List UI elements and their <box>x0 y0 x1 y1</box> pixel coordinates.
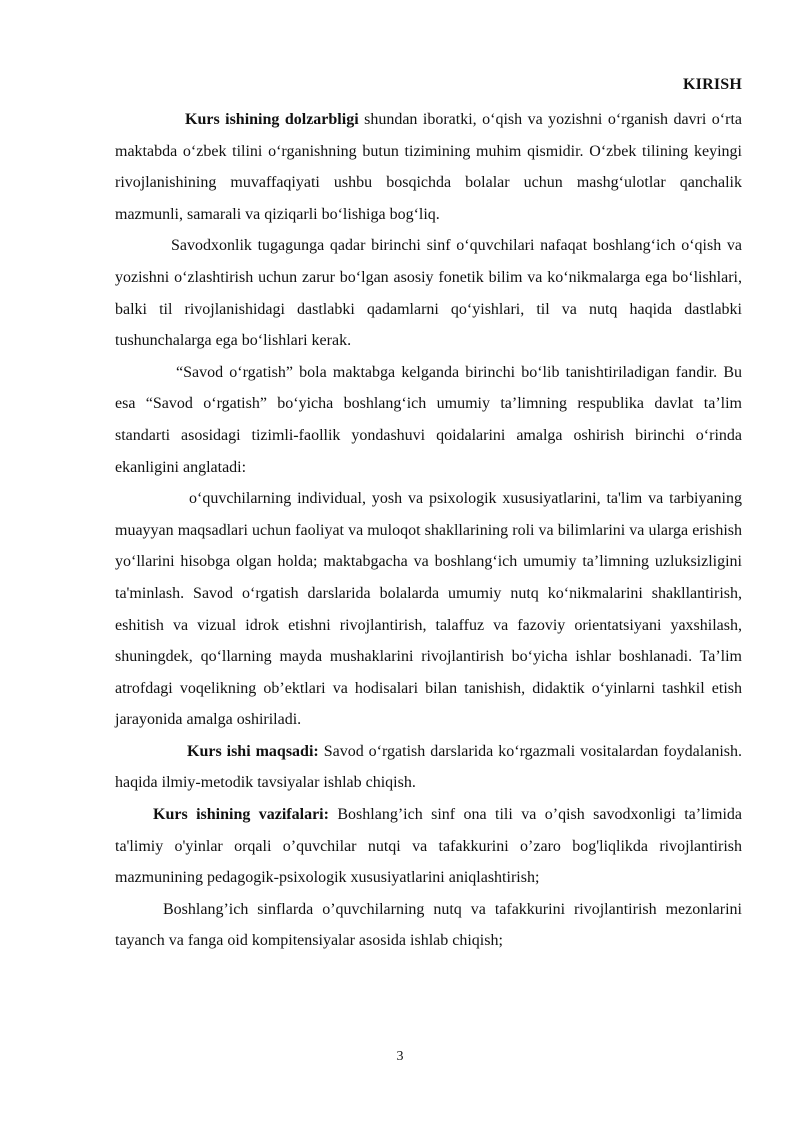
paragraph-students: o‘quvchilarning individual, yosh va psixologik xususiyatlarini, ta'lim va tarbiyaning muayyan maqsadlari uchun faoliyat va muloqot shakllarining roli va bilimlarini va ularga erishish yo‘llarini hisobga olgan holda; maktabgacha va boshlang‘ich umumiy ta’limning uzluksizligini ta'minlash. Savod o‘rgatish darslarida bolalarda umumiy nutq ko‘nikmalarini shakllantirish, eshitish va vizual idrok etishni rivojlantirish, talaffuz va fazoviy orientatsiyani yaxshilash, shuningdek, qo‘llarning mayda mushaklarini rivojlantirish bo‘yicha ishlar boshlanadi. Ta’lim atrofdagi voqelikning ob’ektlari va hodisalari bilan tanishish, didaktik o‘yinlarni tashkil etish jarayonida amalga oshiriladi. <box>115 490 742 729</box>
paragraph-goal <box>115 736 742 799</box>
relevance-lead: Kurs ishining dolzarbligi <box>185 111 359 128</box>
relevance-text: shundan iboratki, o‘qish va yozishni o‘rganish davri o‘rta maktabda o‘zbek tilini o‘rganishning butun tizimining muhim qismidir. O‘zbek tilining keyingi rivojlanishining muvaffaqiyati ushbu bosqichda bolalar uchun mashg‘ulotlar qanchalik mazmunli, samarali va qiziqarli bo‘lishiga bog‘liq. <box>115 111 742 223</box>
section-title: KIRISH <box>683 76 742 93</box>
paragraph-savod: “Savod o‘rgatish” bola maktabga kelganda birinchi bo‘lib tanishtiriladigan fandir. Bu esa “Savod o‘rgatish” bo‘yicha boshlang‘ich umumiy ta’limning respublika davlat ta’lim standarti asosidagi tizimli-faollik yondashuvi qoidalarini amalga oshirish birinchi o‘rinda ekanligini anglatadi: <box>115 363 742 476</box>
goal-text: Savod o‘rgatish darslarida ko‘rgazmali vositalardan foydalanish. haqida ilmiy-metodik tavsiyalar ishlab chiqish. <box>115 742 743 792</box>
paragraph-literacy: Savodxonlik tugagunga qadar birinchi sinf o‘quvchilari nafaqat boshlang‘ich o‘qish va yozishni o‘zlashtirish uchun zarur bo‘lgan asosiy fonetik bilim va ko‘nikmalarga ega bo‘lishlari, balki til rivojlanishidagi dastlabki qadamlarni qo‘yishlari, til va nutq haqida dastlabki tushunchalarga ega bo‘lishlari kerak. <box>115 237 742 350</box>
tasks-text: Boshlang’ich sinf ona tili va o’qish savodxonligi ta’limida ta'limiy o'yinlar orqali o’quvchilar nutqi va tafakkurini o’zaro bog'liqlikda rivojlantirish mazmunining pedagogik-psixologik xususiyatlarini aniqlashtirish; <box>115 806 742 887</box>
page-number: 3 <box>396 1049 404 1064</box>
document-body <box>115 104 742 957</box>
tasks-lead: Kurs ishining vazifalari: <box>153 806 329 824</box>
paragraph-tasks <box>115 799 742 894</box>
paragraph-criteria: Boshlang’ich sinflarda o’quvchilarning nutq va tafakkurini rivojlantirish mezonlarini tayanch va fanga oid kompitensiyalar asosida ishlab chiqish; <box>115 900 742 950</box>
paragraph-relevance <box>115 104 742 230</box>
goal-lead: Kurs ishi maqsadi: <box>187 742 319 760</box>
